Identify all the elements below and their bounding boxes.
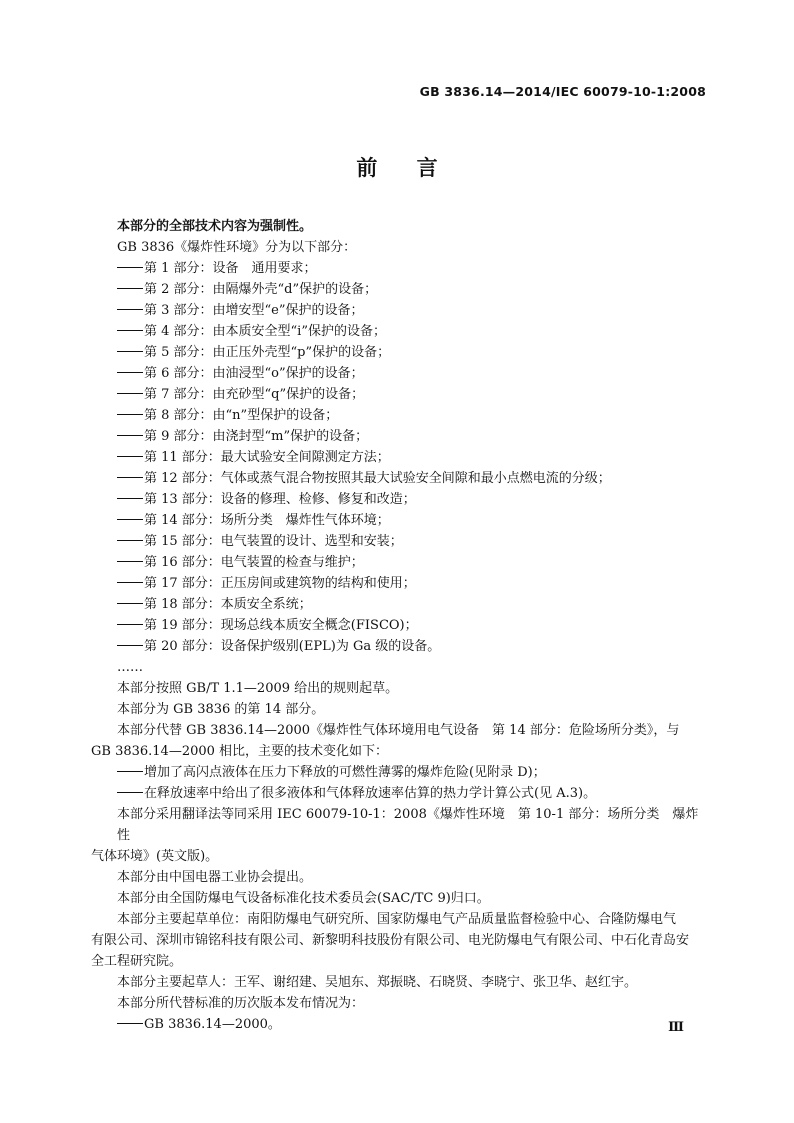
change-item	[117, 783, 711, 804]
part-item	[117, 552, 711, 573]
proposed-by: 本部分由中国电器工业协会提出。	[117, 870, 313, 885]
part-item	[117, 510, 711, 531]
part-item	[117, 384, 711, 405]
part-item-text: 第 17 部分：正压房间或建筑物的结构和使用；	[144, 576, 416, 591]
change-item	[117, 762, 711, 783]
part-item-text: 第 3 部分：由增安型“e”保护的设备；	[144, 303, 364, 318]
part-item-text: 第 5 部分：由正压外壳型“p”保护的设备；	[144, 345, 391, 360]
changes-list	[117, 762, 711, 804]
change-item-text: 增加了高闪点液体在压力下释放的可燃性薄雾的爆炸危险(见附录 D)；	[144, 765, 546, 780]
part-item-text: 第 19 部分：现场总线本质安全概念(FISCO)；	[144, 618, 418, 633]
part-item	[117, 531, 711, 552]
em-dash-marker	[117, 351, 143, 352]
history-item-text: GB 3836.14—2000。	[144, 1017, 281, 1032]
part-item-text: 第 18 部分：本质安全系统；	[144, 597, 312, 612]
part-item	[117, 426, 711, 447]
em-dash-marker	[117, 414, 143, 415]
em-dash-marker	[117, 603, 143, 604]
page-number: Ⅲ	[668, 1020, 684, 1035]
part-item	[117, 279, 711, 300]
em-dash-marker	[117, 330, 143, 331]
part-item-text: 第 11 部分：最大试验安全间隙测定方法；	[144, 450, 390, 465]
em-dash-marker	[117, 498, 143, 499]
drafters: 本部分主要起草人：王军、谢绍建、吴旭东、郑振晓、石晓贤、李晓宁、张卫华、赵红宇。	[117, 975, 638, 990]
part-item-text: 第 16 部分：电气装置的检查与维护；	[144, 555, 364, 570]
em-dash-marker	[117, 372, 143, 373]
part-item	[117, 468, 711, 489]
part-item	[117, 300, 711, 321]
em-dash-marker	[117, 1023, 143, 1024]
em-dash-marker	[117, 435, 143, 436]
replaces-line-1: 本部分代替 GB 3836.14—2000《爆炸性气体环境用电气设备 第 14 部分：危险场所分类》，与	[117, 723, 680, 738]
title-char-2: 言	[416, 156, 438, 180]
part-of-statement: 本部分为 GB 3836 的第 14 部分。	[117, 702, 325, 717]
em-dash-marker	[117, 288, 143, 289]
part-item	[117, 363, 711, 384]
part-item-text: 第 20 部分：设备保护级别(EPL)为 Ga 级的设备。	[144, 639, 441, 654]
part-item-text: 第 13 部分：设备的修理、检修、修复和改造；	[144, 492, 416, 507]
change-item-text: 在释放速率中给出了很多液体和气体释放速率估算的热力学计算公式(见 A.3)。	[144, 786, 597, 801]
history-intro: 本部分所代替标准的历次版本发布情况为：	[117, 996, 365, 1011]
part-item	[117, 321, 711, 342]
part-item-text: 第 1 部分：设备 通用要求；	[144, 261, 317, 276]
em-dash-marker	[117, 477, 143, 478]
part-item-text: 第 9 部分：由浇封型“m”保护的设备；	[144, 429, 369, 444]
part-item-text: 第 6 部分：由油浸型“o”保护的设备；	[144, 366, 364, 381]
foreword-body	[91, 216, 711, 1035]
part-item	[117, 258, 711, 279]
em-dash-marker	[117, 582, 143, 583]
part-item	[117, 594, 711, 615]
translation-line-2: 气体环境》(英文版)。	[91, 849, 219, 864]
em-dash-marker	[117, 624, 143, 625]
drafting-units-line-3: 全工程研究院。	[91, 954, 183, 969]
mandatory-statement: 本部分的全部技术内容为强制性。	[117, 219, 313, 234]
part-item	[117, 615, 711, 636]
history-item	[117, 1014, 711, 1035]
part-item-text: 第 15 部分：电气装置的设计、选型和安装；	[144, 534, 403, 549]
replaces-line-2: GB 3836.14—2000 相比，主要的技术变化如下：	[91, 744, 389, 759]
part-item-text: 第 8 部分：由“n”型保护的设备；	[144, 408, 339, 423]
history-list	[117, 1014, 711, 1035]
em-dash-marker	[117, 561, 143, 562]
centralized-by: 本部分由全国防爆电气设备标准化技术委员会(SAC/TC 9)归口。	[117, 891, 490, 906]
em-dash-marker	[117, 519, 143, 520]
part-item	[117, 405, 711, 426]
page-title	[0, 152, 794, 182]
drafting-units-line-2: 有限公司、深圳市锦铭科技有限公司、新黎明科技股份有限公司、电光防爆电气有限公司、中石化青岛安	[91, 933, 690, 948]
em-dash-marker	[117, 771, 143, 772]
em-dash-marker	[117, 393, 143, 394]
em-dash-marker	[117, 792, 143, 793]
part-item	[117, 573, 711, 594]
part-item	[117, 342, 711, 363]
part-item-text: 第 14 部分：场所分类 爆炸性气体环境；	[144, 513, 390, 528]
part-item	[117, 489, 711, 510]
intro-paragraph: GB 3836《爆炸性环境》分为以下部分：	[117, 240, 357, 255]
translation-line-1: 本部分采用翻译法等同采用 IEC 60079-10-1：2008《爆炸性环境 第 10-1 部分：场所分类 爆炸性	[117, 807, 699, 843]
ellipsis: ……	[117, 660, 143, 675]
part-item	[117, 447, 711, 468]
em-dash-marker	[117, 540, 143, 541]
part-item-text: 第 7 部分：由充砂型“q”保护的设备；	[144, 387, 365, 402]
drafting-units-line-1: 本部分主要起草单位：南阳防爆电气研究所、国家防爆电气产品质量监督检验中心、合隆防爆电气	[117, 912, 677, 927]
part-item-text: 第 2 部分：由隔爆外壳“d”保护的设备；	[144, 282, 378, 297]
em-dash-marker	[117, 645, 143, 646]
standard-number: GB 3836.14—2014/IEC 60079-10-1:2008	[419, 84, 706, 99]
drafting-rule: 本部分按照 GB/T 1.1—2009 给出的规则起草。	[117, 681, 399, 696]
em-dash-marker	[117, 456, 143, 457]
em-dash-marker	[117, 267, 143, 268]
parts-list	[117, 258, 711, 657]
part-item	[117, 636, 711, 657]
part-item-text: 第 4 部分：由本质安全型“i”保护的设备；	[144, 324, 386, 339]
part-item-text: 第 12 部分：气体或蒸气混合物按照其最大试验安全间隙和最小点燃电流的分级；	[144, 471, 611, 486]
title-char-1: 前	[356, 156, 378, 180]
em-dash-marker	[117, 309, 143, 310]
